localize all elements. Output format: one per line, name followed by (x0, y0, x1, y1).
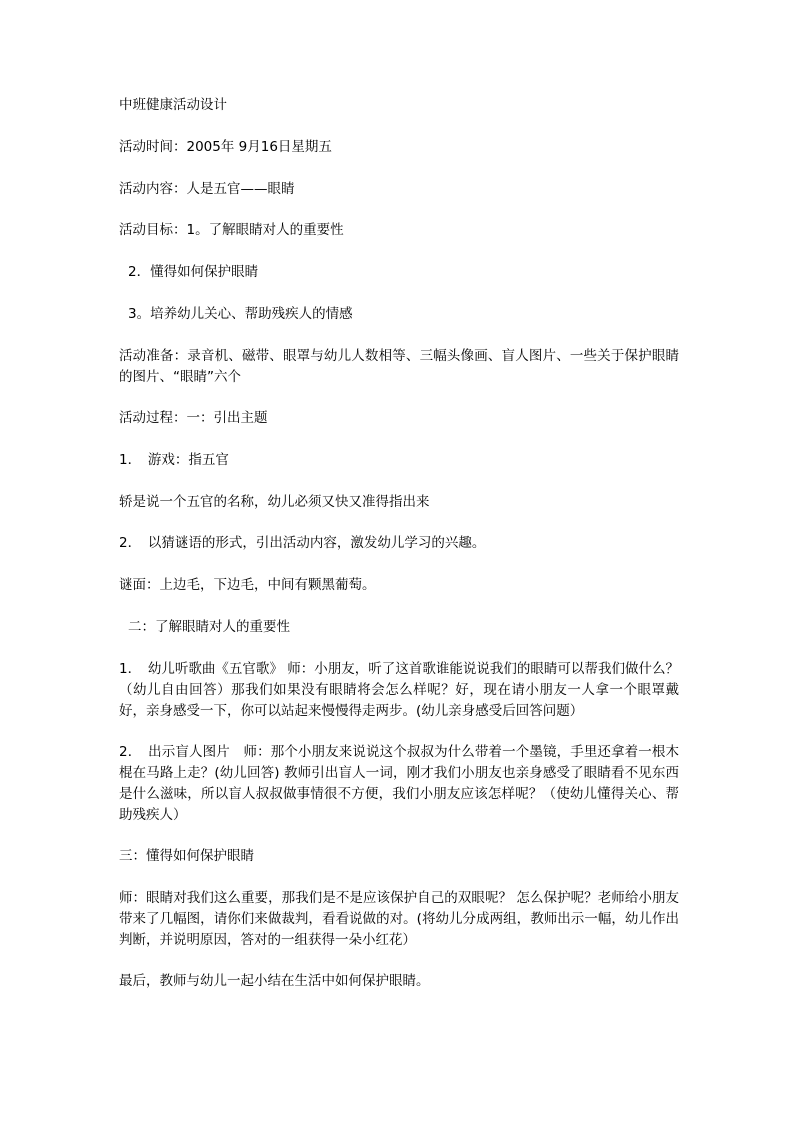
activity-content: 活动内容：人是五官——眼睛 (119, 181, 295, 197)
activity-goal-3: 3。培养幼儿关心、帮助残疾人的情感 (128, 306, 353, 322)
step-1-description: 轿是说一个五官的名称，幼儿必须又快又准得指出来 (119, 494, 430, 510)
activity-process-heading: 活动过程：一：引出主题 (119, 410, 268, 426)
activity-goal-1: 活动目标：1。了解眼睛对人的重要性 (119, 222, 344, 238)
riddle-text: 谜面：上边毛，下边毛，中间有颗黑葡萄。 (119, 577, 376, 593)
activity-goal-2: 2．懂得如何保护眼睛 (128, 264, 259, 280)
step-1-heading: 1． 游戏：指五官 (119, 452, 229, 468)
part-2-item-1: 1． 幼儿听歌曲《五官歌》 师：小朋友，听了这首歌谁能说说我们的眼睛可以帮我们做什么？（幼儿自由回答）那我们如果没有眼睛将会怎么样呢？好，现在请小朋友一人拿一个眼罩戴好，亲身感受一下，你可以站起来慢慢得走两步。(幼儿亲身感受后回答问题） (119, 661, 679, 719)
part-2-heading: 二：了解眼睛对人的重要性 (128, 619, 290, 635)
part-3-heading: 三：懂得如何保护眼睛 (119, 848, 254, 864)
activity-preparation: 活动准备：录音机、磁带、眼罩与幼儿人数相等、三幅头像画、盲人图片、一些关于保护眼睛的图片、“眼睛”六个 (119, 348, 679, 385)
step-2-heading: 2． 以猜谜语的形式，引出活动内容，激发幼儿学习的兴趣。 (119, 535, 486, 551)
activity-time: 活动时间：2005年 9月16日星期五 (119, 139, 332, 155)
summary-text: 最后，教师与幼儿一起小结在生活中如何保护眼睛。 (119, 973, 430, 989)
document-title: 中班健康活动设计 (119, 97, 227, 113)
part-3-description: 师：眼睛对我们这么重要，那我们是不是应该保护自己的双眼呢？ 怎么保护呢？老师给小朋友带来了几幅图，请你们来做裁判，看看说做的对。(将幼儿分成两组，教师出示一幅，幼儿作出判断，并说明原因，答对的一组获得一朵小红花） (119, 890, 679, 948)
part-2-item-2: 2． 出示盲人图片 师：那个小朋友来说说这个叔叔为什么带着一个墨镜，手里还拿着一根木棍在马路上走？(幼儿回答) 教师引出盲人一词，刚才我们小朋友也亲身感受了眼睛看不见东西是什么滋味，所以盲人叔叔做事情很不方便，我们小朋友应该怎样呢？（使幼儿懂得关心、帮助残疾人） (119, 744, 679, 823)
